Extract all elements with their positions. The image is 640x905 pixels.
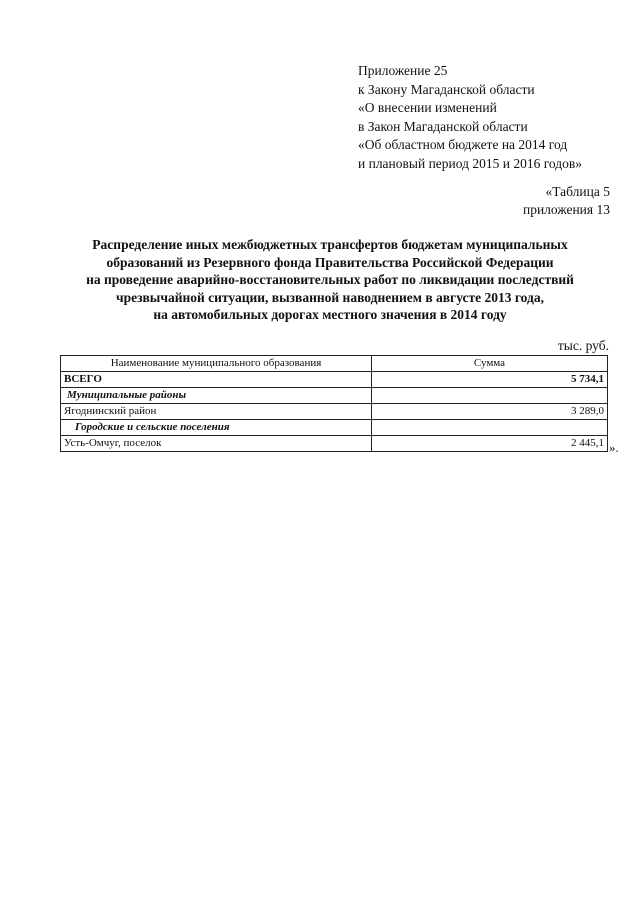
row-label: Усть-Омчуг, поселок: [61, 436, 372, 452]
table-row: [61, 436, 608, 452]
row-value: [372, 420, 608, 436]
row-label: Городские и сельские поселения: [61, 420, 372, 436]
table-ref-line: приложения 13: [522, 202, 610, 217]
allocation-table: [60, 355, 608, 452]
appendix-line: «О внесении изменений: [358, 100, 497, 116]
appendix-header: [358, 62, 582, 174]
unit-label: тыс. руб.: [557, 338, 609, 353]
appendix-line: «Об областном бюджете на 2014 год: [358, 137, 568, 153]
row-value: 5 734,1: [372, 372, 608, 388]
title-line: чрезвычайной ситуации, вызванной наводнением в августе 2013 года,: [115, 289, 545, 305]
closing-quote-mark: ».: [609, 440, 619, 455]
row-label: Муниципальные районы: [61, 388, 372, 404]
table-row-total: [61, 372, 608, 388]
appendix-line: к Закону Магаданской области: [358, 81, 535, 97]
title-line: Распределение иных межбюджетных трансфертов бюджетам муниципальных: [92, 237, 568, 252]
title-line: образований из Резервного фонда Правительства Российской Федерации: [106, 254, 554, 270]
header-name: Наименование муниципального образования: [61, 356, 372, 372]
table-header-row: [61, 356, 608, 372]
appendix-line: Приложение 25: [358, 63, 448, 78]
table-row-group: [61, 420, 608, 436]
table-reference: [523, 183, 610, 219]
header-sum: Сумма: [372, 356, 608, 372]
title-line: на автомобильных дорогах местного значения в 2014 году: [153, 307, 507, 323]
row-value: 3 289,0: [372, 404, 608, 420]
row-value: [372, 388, 608, 404]
table-row: [61, 404, 608, 420]
appendix-line: и плановый период 2015 и 2016 годов»: [358, 155, 583, 171]
row-value: 2 445,1: [372, 436, 608, 452]
table-row-group: [61, 388, 608, 404]
document-title: [40, 236, 620, 324]
row-label: Ягоднинский район: [61, 404, 372, 420]
table-ref-line: «Таблица 5: [545, 184, 610, 199]
appendix-line: в Закон Магаданской области: [358, 118, 528, 134]
title-line: на проведение аварийно-восстановительных работ по ликвидации последствий: [86, 272, 574, 288]
row-label: ВСЕГО: [61, 372, 372, 388]
